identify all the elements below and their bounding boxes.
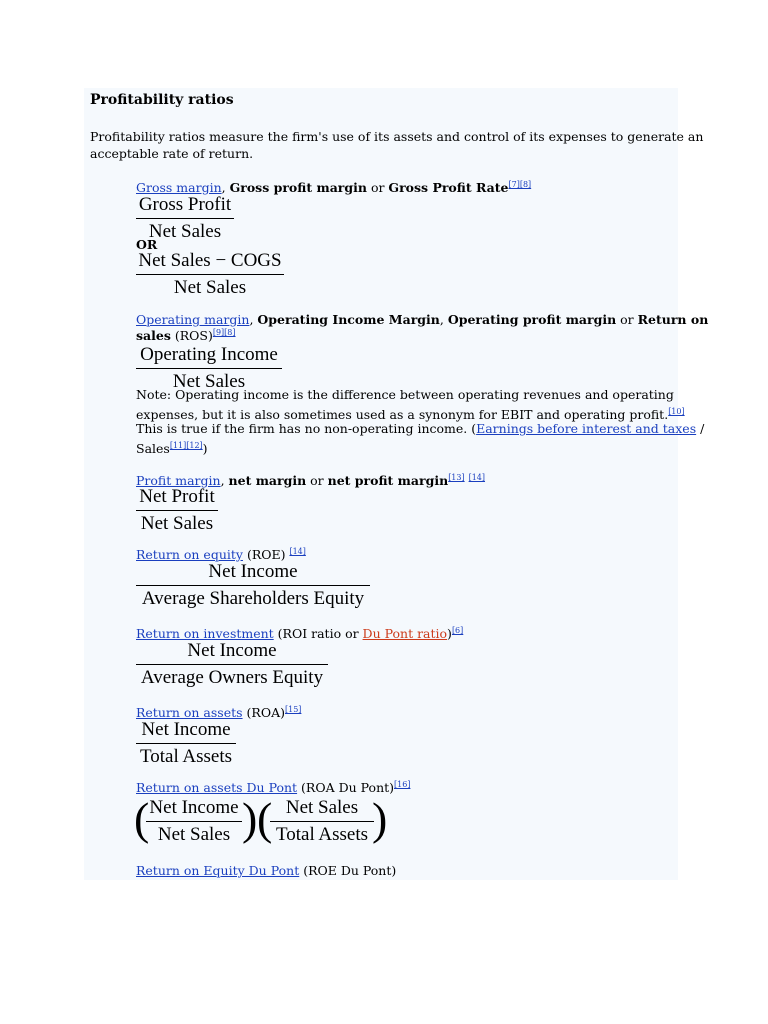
fraction-numerator: Net Sales	[285, 797, 359, 818]
operating-margin-heading-line1: Operating margin, Operating Income Margin, Operating profit margin or Return on	[136, 312, 709, 327]
gross-margin-link[interactable]: Gross margin	[136, 180, 222, 195]
citation-link[interactable]: [13]	[448, 473, 465, 482]
return-on-investment-link[interactable]: Return on investment	[136, 626, 274, 641]
fraction-denominator: Net Sales	[140, 513, 214, 534]
du-pont-ratio-link[interactable]: Du Pont ratio	[362, 626, 448, 641]
roe-heading: Return on equity (ROE) [14]	[136, 547, 306, 562]
right-paren: )	[372, 793, 388, 844]
return-on-assets-link[interactable]: Return on assets	[136, 705, 243, 720]
fraction-denominator: Net Sales	[157, 824, 231, 845]
operating-note-line-4: Sales[11][12])	[136, 441, 208, 456]
operating-note-line-2: expenses, but it is also sometimes used as a synonym for EBIT and operating profit.[10]	[136, 407, 685, 422]
citation-link[interactable]: [14]	[468, 473, 486, 482]
fraction-bar	[146, 821, 242, 822]
fraction-denominator: Average Owners Equity	[140, 667, 324, 688]
fraction-numerator: Net Profit	[139, 486, 215, 507]
operating-margin-heading-line2: sales (ROS)[9][8]	[136, 328, 236, 343]
roa-dupont-heading: Return on assets Du Pont (ROA Du Pont)[16]	[136, 780, 411, 795]
fraction-denominator: Total Assets	[275, 824, 369, 845]
return-on-assets-du-pont-link[interactable]: Return on assets Du Pont	[136, 780, 298, 795]
fraction-denominator: Net Sales	[173, 277, 247, 298]
left-paren: (	[134, 793, 150, 844]
fraction-numerator: Net Income	[141, 719, 231, 740]
citation-link[interactable]: [16]	[394, 780, 411, 789]
fraction-bar	[136, 664, 328, 665]
profit-margin-heading: Profit margin, net margin or net profit margin[13] [14]	[136, 473, 486, 488]
gross-margin-heading: Gross margin, Gross profit margin or Gross Profit Rate[7][8]	[136, 180, 532, 195]
fraction-numerator: Net Income	[208, 561, 298, 582]
fraction-denominator: Net Sales	[172, 371, 246, 392]
or-label: OR	[136, 237, 158, 252]
fraction-bar	[136, 743, 236, 744]
net-sales-cogs-fraction	[136, 249, 284, 300]
operating-note-line-1: Note: Operating income is the difference between operating revenues and operating	[136, 387, 674, 402]
citation-link[interactable]: [11][12]	[169, 441, 203, 450]
fraction-bar	[270, 821, 374, 822]
roe-fraction	[136, 560, 370, 611]
roe-dupont-heading: Return on Equity Du Pont (ROE Du Pont)	[136, 863, 397, 878]
profit-margin-link[interactable]: Profit margin	[136, 473, 221, 488]
ebit-link[interactable]: Earnings before interest and taxes	[476, 421, 697, 436]
fraction-denominator: Net Sales	[148, 221, 222, 242]
fraction-bar	[136, 274, 284, 275]
right-paren: )	[242, 793, 258, 844]
roi-heading: Return on investment (ROI ratio or Du Pont ratio)[6]	[136, 626, 464, 641]
operating-margin-link[interactable]: Operating margin	[136, 312, 250, 327]
roa-dupont-fraction-1	[146, 796, 242, 847]
roi-fraction	[136, 639, 328, 690]
citation-link[interactable]: [7][8]	[508, 180, 532, 189]
intro-line-1: Profitability ratios measure the firm's use of its assets and control of its expenses to generate an	[90, 129, 704, 144]
roa-fraction	[136, 718, 236, 769]
net-profit-fraction	[136, 485, 218, 536]
operating-note-line-3: This is true if the firm has no non-operating income. (Earnings before interest and taxes /	[136, 421, 705, 436]
return-on-equity-link[interactable]: Return on equity	[136, 547, 243, 562]
fraction-bar	[136, 585, 370, 586]
left-paren: (	[257, 793, 273, 844]
citation-link[interactable]: [10]	[668, 407, 685, 416]
roa-heading: Return on assets (ROA)[15]	[136, 705, 302, 720]
fraction-numerator: Net Income	[149, 797, 239, 818]
return-on-equity-du-pont-link[interactable]: Return on Equity Du Pont	[136, 863, 300, 878]
fraction-numerator: Operating Income	[140, 344, 278, 365]
fraction-bar	[136, 510, 218, 511]
roa-dupont-fraction-2	[270, 796, 374, 847]
fraction-denominator: Total Assets	[139, 746, 233, 767]
intro-line-2: acceptable rate of return.	[90, 146, 254, 161]
citation-link[interactable]: [6]	[451, 626, 464, 635]
citation-link[interactable]: [9][8]	[212, 328, 236, 337]
fraction-numerator: Net Income	[187, 640, 277, 661]
citation-link[interactable]: [15]	[284, 705, 302, 714]
fraction-bar	[136, 368, 282, 369]
citation-link[interactable]: [14]	[289, 547, 306, 556]
section-title: Profitability ratios	[90, 92, 234, 108]
fraction-bar	[136, 218, 234, 219]
fraction-numerator: Net Sales − COGS	[138, 250, 282, 271]
fraction-denominator: Average Shareholders Equity	[141, 588, 365, 609]
fraction-numerator: Gross Profit	[138, 194, 232, 215]
